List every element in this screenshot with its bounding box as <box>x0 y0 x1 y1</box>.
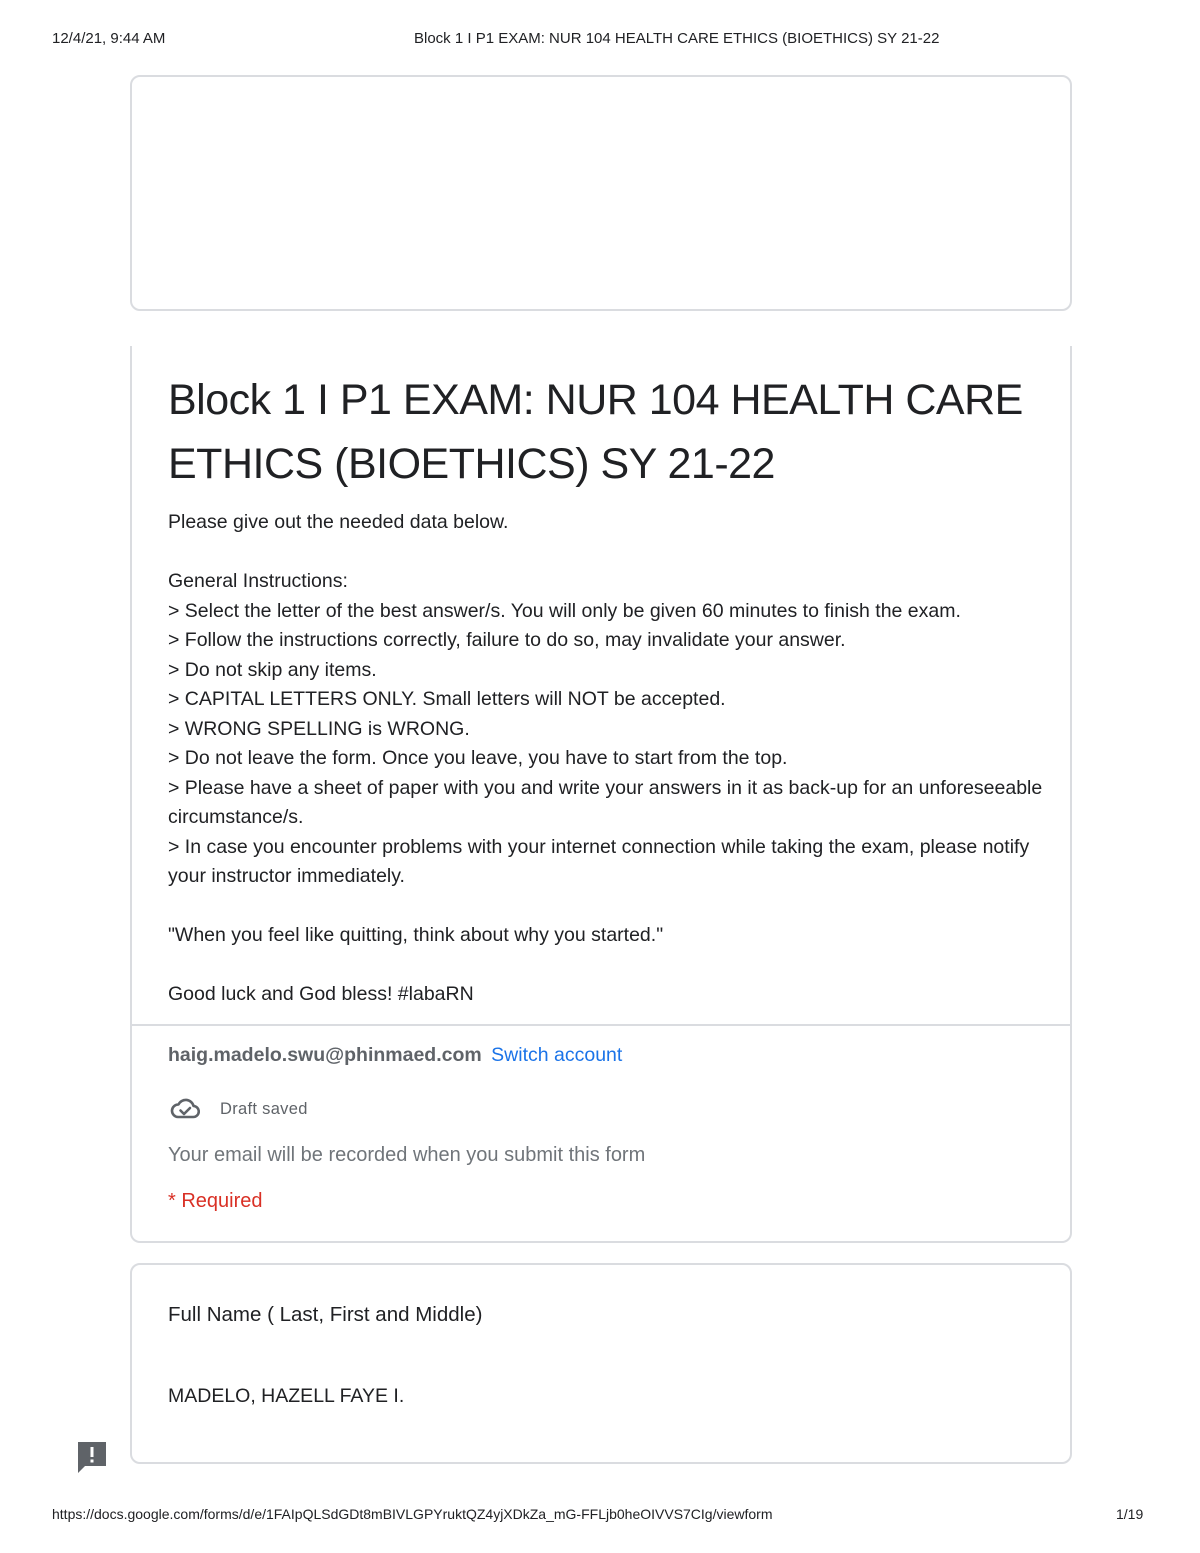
feedback-icon <box>76 1440 108 1474</box>
draft-status <box>170 1094 308 1124</box>
email-recorded-notice: Your email will be recorded when you submit this form <box>168 1144 646 1166</box>
form-info-card <box>130 346 1072 1243</box>
required-notice: * Required <box>168 1190 263 1212</box>
question-title: Full Name ( Last, First and Middle) <box>168 1303 483 1326</box>
cloud-check-icon <box>170 1098 200 1120</box>
feedback-button[interactable] <box>76 1440 108 1474</box>
print-page-title: Block 1 I P1 EXAM: NUR 104 HEALTH CARE ETHICS (BIOETHICS) SY 21-22 <box>414 30 940 47</box>
header-banner-card <box>130 75 1072 311</box>
print-header <box>0 30 1200 50</box>
account-row <box>168 1044 622 1067</box>
draft-saved-text: Draft saved <box>220 1099 308 1118</box>
page-url: https://docs.google.com/forms/d/e/1FAIpQLSdGDt8mBIVLGPYruktQZ4yjXDkZa_mG-FFLjb0heOIVVS7CIg/viewform <box>52 1506 773 1522</box>
switch-account-link[interactable]: Switch account <box>491 1044 623 1066</box>
divider <box>132 1024 1070 1026</box>
answer-input[interactable]: MADELO, HAZELL FAYE I. <box>168 1385 405 1407</box>
account-email: haig.madelo.swu@phinmaed.com <box>168 1044 482 1066</box>
form-title: Block 1 I P1 EXAM: NUR 104 HEALTH CARE ETHICS (BIOETHICS) SY 21-22 <box>168 376 1023 488</box>
print-datetime: 12/4/21, 9:44 AM <box>52 30 166 47</box>
form-description: Please give out the needed data below. General Instructions: > Select the letter of the best answer/s. You will only be given 60 minutes to finish the exam. > Follow the instructions correctly, failure to do so, may invalidate your answer. > Do not skip any items. > CAPITAL LETTERS ONLY. Small letters will NOT be accepted. > WRONG SPELLING is WRONG. > Do not leave the form. Once you leave, you have to start from the top. > Please have a sheet of paper with you and write your answers in it as back-up for an unforeseeable circumstance/s. > In case you encounter problems with your internet connection while taking the exam, please notify your instructor immediately. "When you feel like quitting, think about why you started." Good luck and God bless! #labaRN <box>168 511 1043 1005</box>
question-card <box>130 1263 1072 1464</box>
page-number: 1/19 <box>1116 1506 1144 1522</box>
print-footer <box>0 1506 1200 1526</box>
